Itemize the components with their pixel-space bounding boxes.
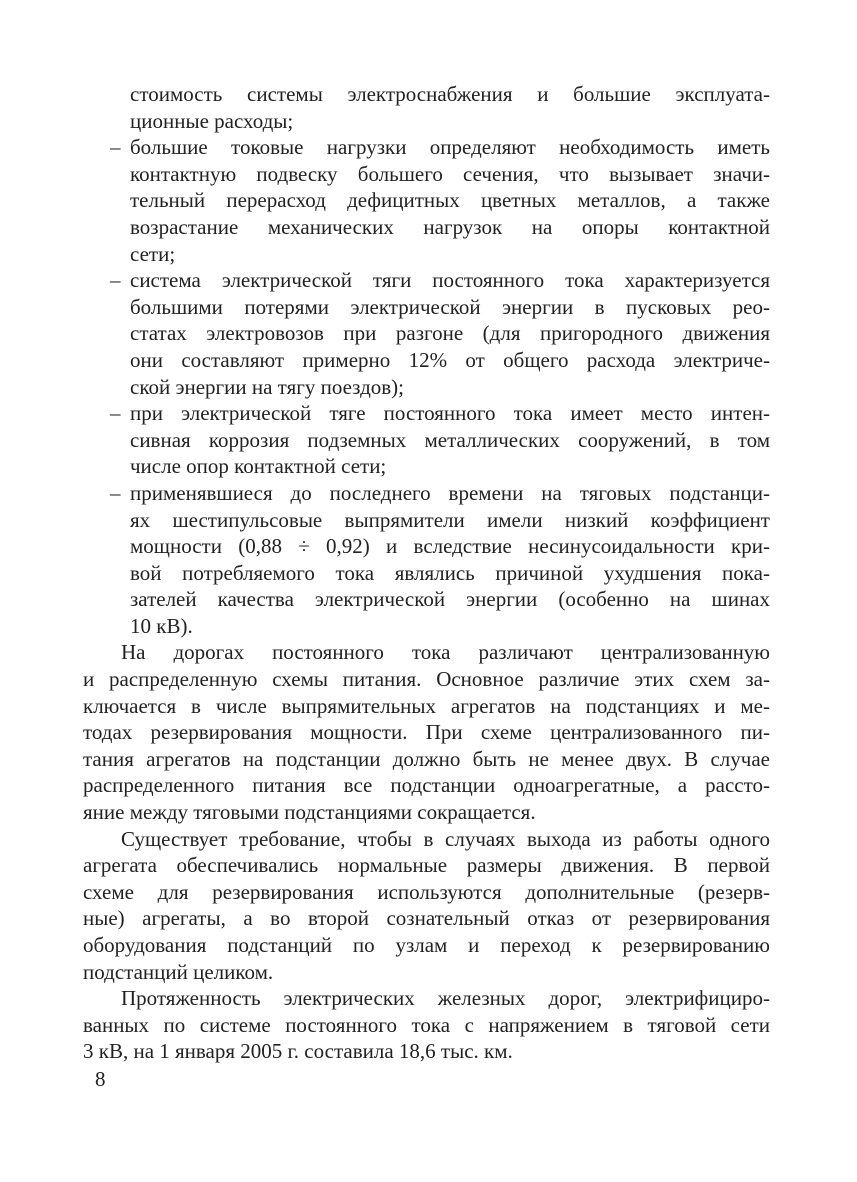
text-line: ные) агрегаты, а во второй сознательный отказ от резервирования — [83, 906, 770, 931]
text-line: тельный перерасход дефицитных цветных металлов, а также — [130, 188, 770, 213]
list-item — [83, 267, 770, 400]
text-line: ванных по системе постоянного тока с напряжением в тяговой сети — [83, 1012, 770, 1037]
text-line: яние между тяговыми подстанциями сокращается. — [83, 800, 536, 825]
text-line: – при электрической тяге постоянного тока имеет место интен- — [110, 401, 770, 426]
page-content — [83, 81, 770, 1065]
text-line: 10 кВ). — [130, 613, 193, 638]
list-item — [83, 81, 770, 134]
text-line: ционные расходы; — [130, 108, 294, 133]
text-line: они составляют примерно 12% от общего расхода электриче- — [130, 347, 770, 372]
text-line: большими потерями электрической энергии в пусковых рео- — [130, 294, 770, 319]
text-line: ях шестипульсовые выпрямители имели низкий коэффициент — [130, 507, 770, 532]
text-line: ключается в числе выпрямительных агрегатов на подстанциях и ме- — [83, 693, 770, 718]
paragraph — [83, 826, 770, 986]
list-item — [83, 400, 770, 480]
text-line: тодах резервирования мощности. При схеме централизованного пи- — [83, 720, 770, 745]
text-line: сети; — [130, 241, 176, 266]
list-item — [83, 134, 770, 267]
text-line: 3 кВ, на 1 января 2005 г. составила 18,6 тыс. км. — [83, 1039, 513, 1064]
text-line: мощности (0,88 ÷ 0,92) и вследствие несинусоидальности кри- — [130, 534, 770, 559]
text-line: ской энергии на тягу поездов); — [130, 374, 405, 399]
text-line: возрастание механических нагрузок на опоры контактной — [130, 214, 770, 239]
text-line: Существует требование, чтобы в случаях выхода из работы одного — [121, 826, 770, 851]
text-line: подстанций целиком. — [83, 959, 274, 984]
list-dash-marker: – — [110, 480, 121, 505]
paragraph — [83, 985, 770, 1065]
text-line: стоимость системы электроснабжения и большие эксплуата- — [130, 82, 770, 106]
text-line: Протяженность электрических железных дорог, электрифициро- — [121, 986, 770, 1011]
text-line: тания агрегатов на подстанции должно быть не менее двух. В случае — [83, 746, 770, 771]
list-dash-marker: – — [110, 401, 121, 426]
text-line: статах электровозов при разгоне (для пригородного движения — [130, 321, 770, 346]
text-line: зателей качества электрической энергии (особенно на шинах — [130, 587, 770, 612]
text-line: агрегата обеспечивались нормальные размеры движения. В первой — [83, 853, 770, 878]
text-line: – система электрической тяги постоянного тока характеризуется — [110, 268, 770, 293]
page-number: 8 — [95, 1067, 106, 1091]
text-line: – применявшиеся до последнего времени на тяговых подстанци- — [110, 480, 770, 505]
text-line: контактную подвеску большего сечения, что вызывает значи- — [130, 161, 770, 186]
text-line: схеме для резервирования используются дополнительные (резерв- — [83, 879, 770, 904]
text-line: вой потребляемого тока являлись причиной ухудшения пока- — [130, 560, 770, 585]
paragraph — [83, 639, 770, 825]
text-line: На дорогах постоянного тока различают централизованную — [121, 640, 770, 665]
text-line: – большие токовые нагрузки определяют необходимость иметь — [110, 135, 770, 160]
text-line: и распределенную схемы питания. Основное различие этих схем за- — [83, 667, 770, 692]
list-dash-marker: – — [110, 135, 121, 160]
text-line: числе опор контактной сети; — [130, 454, 387, 479]
text-line: распределенного питания все подстанции одноагрегатные, а рассто- — [83, 773, 770, 798]
list-dash-marker: – — [110, 268, 121, 293]
text-line: сивная коррозия подземных металлических сооружений, в том — [130, 427, 770, 452]
list-item — [83, 480, 770, 640]
text-line: оборудования подстанций по узлам и переход к резервированию — [83, 933, 770, 957]
